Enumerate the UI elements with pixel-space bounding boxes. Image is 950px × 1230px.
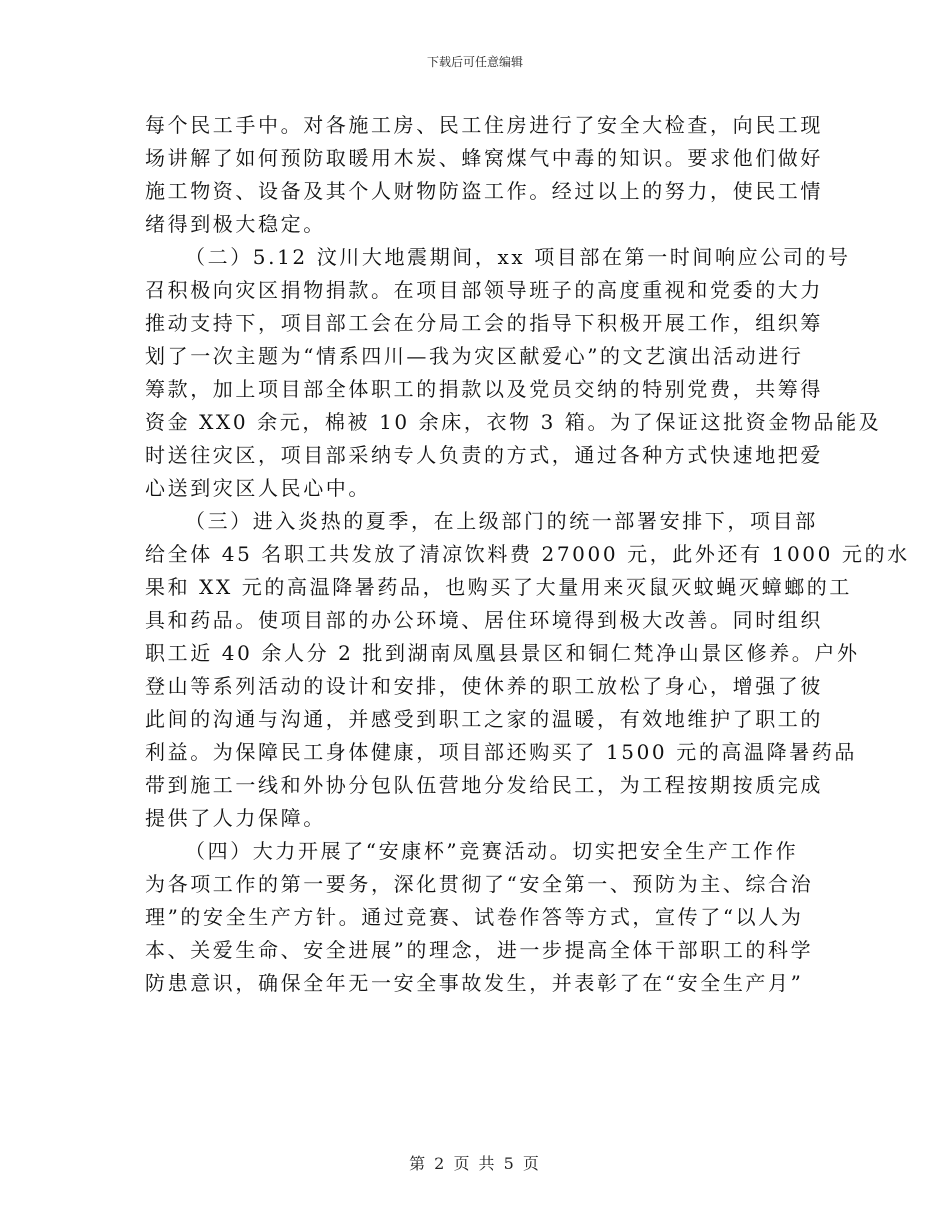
text-line: 提供了人力保障。: [145, 806, 326, 830]
text-line: 给全体 45 名职工共发放了清凉饮料费 27000 元，此外还有 1000 元的水: [145, 542, 910, 566]
paragraph-three: [145, 505, 910, 835]
page-footer: 第 2 页 共 5 页: [409, 1154, 541, 1173]
text-line: （二）5.12 汶川大地震期间，xx 项目部在第一时间响应公司的号: [185, 245, 851, 269]
paragraph-four: [145, 835, 814, 1000]
text-line: 场讲解了如何预防取暖用木炭、蜂窝煤气中毒的知识。要求他们做好: [145, 146, 823, 170]
text-line: 果和 XX 元的高温降暑药品，也购买了大量用来灭鼠灭蚊蝇灭蟑螂的工: [145, 575, 852, 599]
text-line: 资金 XX0 余元，棉被 10 余床，衣物 3 箱。为了保证这批资金物品能及: [145, 410, 882, 434]
text-line: 登山等系列活动的设计和安排，使休养的职工放松了身心，增强了彼: [145, 674, 823, 698]
page-header: 下载后可任意编辑: [426, 55, 523, 69]
text-line: 时送往灾区，项目部采纳专人负责的方式，通过各种方式快速地把爱: [145, 443, 823, 467]
text-line: 划了一次主题为“情系四川—我为灾区献爱心”的文艺演出活动进行: [145, 344, 804, 368]
text-line: （三）进入炎热的夏季，在上级部门的统一部署安排下，项目部: [185, 509, 818, 533]
text-line: 绪得到极大稳定。: [145, 212, 326, 236]
text-line: 推动支持下，项目部工会在分局工会的指导下积极开展工作，组织筹: [145, 311, 823, 335]
text-line: 具和药品。使项目部的办公环境、居住环境得到极大改善。同时组织: [145, 608, 823, 632]
text-line: （四）大力开展了“安康杯”竞赛活动。切实把安全生产工作作: [185, 839, 799, 863]
text-line: 施工物资、设备及其个人财物防盗工作。经过以上的努力，使民工情: [145, 179, 823, 203]
text-line: 防患意识，确保全年无一安全事故发生，并表彰了在“安全生产月”: [145, 971, 804, 995]
text-line: 带到施工一线和外协分包队伍营地分发给民工，为工程按期按质完成: [145, 773, 823, 797]
text-line: 心送到灾区人民心中。: [145, 476, 371, 500]
text-line: 理”的安全生产方针。通过竞赛、试卷作答等方式，宣传了“以人为: [145, 905, 804, 929]
paragraph-two: [145, 241, 882, 505]
text-line: 为各项工作的第一要务，深化贯彻了“安全第一、预防为主、综合治: [145, 872, 814, 896]
text-line: 此间的沟通与沟通，并感受到职工之家的温暖，有效地维护了职工的: [145, 707, 823, 731]
document-body: [145, 109, 910, 1000]
text-line: 每个民工手中。对各施工房、民工住房进行了安全大检查，向民工现: [145, 113, 823, 137]
text-line: 召积极向灾区捐物捐款。在项目部领导班子的高度重视和党委的大力: [145, 278, 823, 302]
text-line: 筹款，加上项目部全体职工的捐款以及党员交纳的特别党费，共筹得: [145, 377, 823, 401]
paragraph-continuation: [145, 109, 823, 241]
text-line: 利益。为保障民工身体健康，项目部还购买了 1500 元的高温降暑药品: [145, 740, 858, 764]
text-line: 职工近 40 余人分 2 批到湖南凤凰县景区和铜仁梵净山景区修养。户外: [145, 641, 860, 665]
text-line: 本、关爱生命、安全进展”的理念，进一步提高全体干部职工的科学: [145, 938, 814, 962]
